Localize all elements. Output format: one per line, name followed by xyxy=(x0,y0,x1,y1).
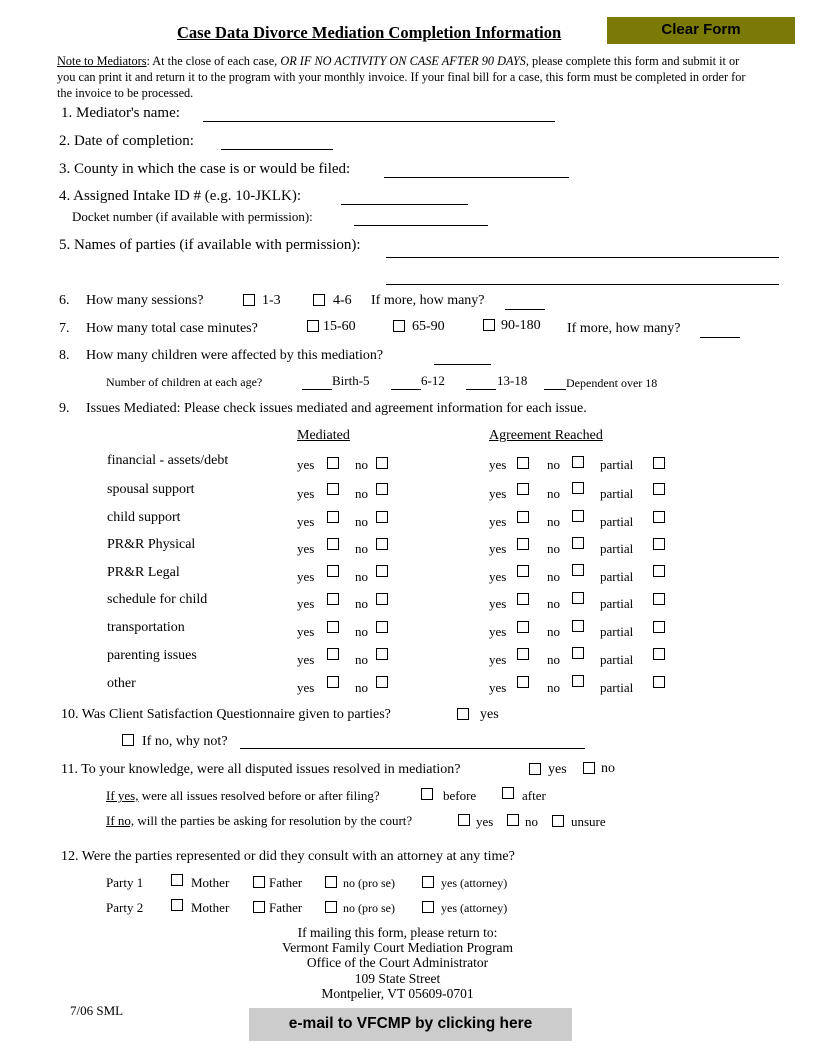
issue-label: financial - assets/debt xyxy=(107,453,229,468)
agreement-yes-label: yes xyxy=(489,514,507,529)
agreement-no-label: no xyxy=(547,652,560,667)
party-1-father-label: Father xyxy=(269,875,303,890)
mediated-column-header: Mediated xyxy=(297,428,350,443)
after-filing-checkbox[interactable] xyxy=(502,787,514,799)
agreement-no-checkbox[interactable] xyxy=(572,675,584,687)
party-2-attorney-label: yes (attorney) xyxy=(441,901,508,915)
agreement-no-label: no xyxy=(547,680,560,695)
agreement-no-checkbox[interactable] xyxy=(572,592,584,604)
agreement-yes-checkbox[interactable] xyxy=(517,511,529,523)
q6-number: 6. xyxy=(59,293,70,308)
court-no-label: no xyxy=(525,814,538,829)
party-1-mother-checkbox[interactable] xyxy=(171,874,183,886)
agreement-partial-checkbox[interactable] xyxy=(653,457,665,469)
agreement-partial-checkbox[interactable] xyxy=(653,538,665,550)
mediated-yes-checkbox[interactable] xyxy=(327,621,339,633)
agreement-yes-checkbox[interactable] xyxy=(517,593,529,605)
agreement-partial-checkbox[interactable] xyxy=(653,483,665,495)
why-not-field[interactable] xyxy=(240,748,585,749)
parties-name-field-2[interactable] xyxy=(386,284,779,285)
agreement-partial-label: partial xyxy=(600,541,634,556)
issue-label: schedule for child xyxy=(107,592,208,607)
agreement-no-checkbox[interactable] xyxy=(572,620,584,632)
if-yes-lead: If yes, xyxy=(106,788,139,803)
mail-intro: If mailing this form, please return to: xyxy=(297,925,498,940)
issue-label: other xyxy=(107,676,136,691)
party-2-attorney-checkbox[interactable] xyxy=(422,901,434,913)
agreement-yes-checkbox[interactable] xyxy=(517,538,529,550)
mediated-yes-label: yes xyxy=(297,569,315,584)
resolved-yes-checkbox[interactable] xyxy=(529,763,541,775)
email-vfcmp-button[interactable]: e-mail to VFCMP by clicking here xyxy=(249,1008,572,1041)
if-no-rest: will the parties be asking for resolution by the court? xyxy=(134,813,413,828)
resolved-yes-label: yes xyxy=(548,762,567,777)
mediated-yes-label: yes xyxy=(297,652,315,667)
agreement-partial-checkbox[interactable] xyxy=(653,511,665,523)
agreement-partial-label: partial xyxy=(600,652,634,667)
mediated-yes-checkbox[interactable] xyxy=(327,483,339,495)
agreement-no-label: no xyxy=(547,514,560,529)
mediated-no-checkbox[interactable] xyxy=(376,457,388,469)
court-yes-checkbox[interactable] xyxy=(458,814,470,826)
birth-5-field[interactable] xyxy=(302,389,332,390)
completion-date-field[interactable] xyxy=(221,149,333,150)
minutes-15-60-label: 15-60 xyxy=(323,319,356,334)
q7-label: How many total case minutes? xyxy=(86,321,258,336)
mediated-no-checkbox[interactable] xyxy=(376,676,388,688)
agreement-yes-checkbox[interactable] xyxy=(517,648,529,660)
children-ages-label: Number of children at each age? xyxy=(106,375,263,389)
age-6-12-field[interactable] xyxy=(391,389,421,390)
mediated-no-label: no xyxy=(355,624,368,639)
agreement-partial-checkbox[interactable] xyxy=(653,621,665,633)
mediated-no-checkbox[interactable] xyxy=(376,593,388,605)
agreement-partial-label: partial xyxy=(600,457,634,472)
minutes-65-90-checkbox[interactable] xyxy=(393,320,405,332)
agreement-column-header: Agreement Reached xyxy=(489,428,603,443)
mediated-no-label: no xyxy=(355,680,368,695)
version-label: 7/06 SML xyxy=(70,1003,124,1018)
mediated-yes-checkbox[interactable] xyxy=(327,593,339,605)
agreement-partial-label: partial xyxy=(600,569,634,584)
sessions-more-field[interactable] xyxy=(505,309,545,310)
q7-number: 7. xyxy=(59,321,70,336)
q8-label: How many children were affected by this mediation? xyxy=(86,348,384,363)
mediated-no-label: no xyxy=(355,569,368,584)
mediated-yes-label: yes xyxy=(297,514,315,529)
mail-city: Montpelier, VT 05609-0701 xyxy=(321,985,474,1001)
age-13-18-label: 13-18 xyxy=(497,373,528,388)
minutes-65-90-label: 65-90 xyxy=(412,319,445,334)
mediated-yes-label: yes xyxy=(297,486,315,501)
agreement-partial-label: partial xyxy=(600,624,634,639)
agreement-partial-label: partial xyxy=(600,514,634,529)
q5-label: 5. Names of parties (if available with permission): xyxy=(59,237,361,253)
issue-label: PR&R Legal xyxy=(107,565,180,580)
note-lead: Note to Mediators xyxy=(57,54,147,68)
party-1-attorney-checkbox[interactable] xyxy=(422,876,434,888)
mediated-no-checkbox[interactable] xyxy=(376,511,388,523)
agreement-partial-label: partial xyxy=(600,486,634,501)
party-1-mother-label: Mother xyxy=(191,875,230,890)
before-filing-label: before xyxy=(443,788,477,803)
minutes-15-60-checkbox[interactable] xyxy=(307,320,319,332)
agreement-yes-checkbox[interactable] xyxy=(517,565,529,577)
party-1-attorney-label: yes (attorney) xyxy=(441,876,508,890)
issue-label: transportation xyxy=(107,620,185,635)
questionnaire-yes-label: yes xyxy=(480,707,499,722)
q8-number: 8. xyxy=(59,348,70,363)
agreement-yes-label: yes xyxy=(489,569,507,584)
minutes-90-180-checkbox[interactable] xyxy=(483,319,495,331)
age-6-12-label: 6-12 xyxy=(421,373,445,388)
note-text-1: : At the close of each case, xyxy=(146,54,281,68)
mediated-no-checkbox[interactable] xyxy=(376,565,388,577)
resolved-no-checkbox[interactable] xyxy=(583,762,595,774)
age-dependent-label: Dependent over 18 xyxy=(566,376,658,390)
q12-label: 12. Were the parties represented or did they consult with an attorney at any time? xyxy=(61,849,515,864)
questionnaire-no-checkbox[interactable] xyxy=(122,734,134,746)
q2-label: 2. Date of completion: xyxy=(59,133,194,149)
party-2-label: Party 2 xyxy=(106,900,144,915)
docket-number-field[interactable] xyxy=(354,225,488,226)
agreement-partial-label: partial xyxy=(600,596,634,611)
mediated-yes-checkbox[interactable] xyxy=(327,676,339,688)
q11-label: 11. To your knowledge, were all disputed issues resolved in mediation? xyxy=(61,762,461,777)
agreement-yes-label: yes xyxy=(489,652,507,667)
age-13-18-field[interactable] xyxy=(466,389,496,390)
mediated-yes-checkbox[interactable] xyxy=(327,457,339,469)
agreement-partial-checkbox[interactable] xyxy=(653,676,665,688)
court-no-checkbox[interactable] xyxy=(507,814,519,826)
mediated-no-checkbox[interactable] xyxy=(376,483,388,495)
mediated-yes-label: yes xyxy=(297,680,315,695)
minutes-more-label: If more, how many? xyxy=(567,321,681,336)
party-1-label: Party 1 xyxy=(106,875,144,890)
party-2-pro-se-checkbox[interactable] xyxy=(325,901,337,913)
if-no-question xyxy=(106,814,412,827)
mediated-yes-label: yes xyxy=(297,541,315,556)
questionnaire-yes-checkbox[interactable] xyxy=(457,708,469,720)
court-unsure-label: unsure xyxy=(571,814,606,829)
party-2-pro-se-label: no (pro se) xyxy=(343,901,395,915)
resolved-no-label: no xyxy=(601,761,615,776)
mailing-address xyxy=(200,925,595,1001)
agreement-partial-checkbox[interactable] xyxy=(653,648,665,660)
mediated-no-label: no xyxy=(355,541,368,556)
agreement-no-checkbox[interactable] xyxy=(572,456,584,468)
agreement-no-label: no xyxy=(547,596,560,611)
mediated-no-label: no xyxy=(355,514,368,529)
court-yes-label: yes xyxy=(476,814,494,829)
agreement-yes-checkbox[interactable] xyxy=(517,676,529,688)
agreement-no-label: no xyxy=(547,624,560,639)
q9-label: Issues Mediated: Please check issues mediated and agreement information for each issue. xyxy=(86,401,587,416)
agreement-no-checkbox[interactable] xyxy=(572,564,584,576)
court-unsure-checkbox[interactable] xyxy=(552,815,564,827)
clear-form-button[interactable]: Clear Form xyxy=(607,17,795,44)
agreement-yes-label: yes xyxy=(489,596,507,611)
mediated-no-label: no xyxy=(355,652,368,667)
agreement-no-checkbox[interactable] xyxy=(572,482,584,494)
agreement-no-label: no xyxy=(547,569,560,584)
mail-street: 109 State Street xyxy=(354,970,441,986)
agreement-yes-label: yes xyxy=(489,486,507,501)
minutes-more-field[interactable] xyxy=(700,337,740,338)
q10-label: 10. Was Client Satisfaction Questionnaire given to parties? xyxy=(61,707,391,722)
agreement-yes-label: yes xyxy=(489,457,507,472)
mediated-yes-checkbox[interactable] xyxy=(327,511,339,523)
mediated-yes-checkbox[interactable] xyxy=(327,538,339,550)
mediated-no-checkbox[interactable] xyxy=(376,538,388,550)
party-2-father-checkbox[interactable] xyxy=(253,901,265,913)
mediated-yes-label: yes xyxy=(297,457,315,472)
q6-label: How many sessions? xyxy=(86,293,204,308)
q9-number: 9. xyxy=(59,401,70,416)
party-1-father-checkbox[interactable] xyxy=(253,876,265,888)
q1-label: 1. Mediator's name: xyxy=(61,105,180,121)
sessions-1-3-label: 1-3 xyxy=(262,293,281,308)
agreement-yes-checkbox[interactable] xyxy=(517,621,529,633)
agreement-yes-label: yes xyxy=(489,624,507,639)
before-filing-checkbox[interactable] xyxy=(421,788,433,800)
agreement-partial-checkbox[interactable] xyxy=(653,565,665,577)
agreement-no-checkbox[interactable] xyxy=(572,510,584,522)
sessions-more-label: If more, how many? xyxy=(371,293,485,308)
dependent-over-18-field[interactable] xyxy=(544,389,566,390)
sessions-4-6-checkbox[interactable] xyxy=(313,294,325,306)
if-no-lead: If no, xyxy=(106,813,135,828)
age-birth-5-label: Birth-5 xyxy=(332,373,370,388)
q3-label: 3. County in which the case is or would be filed: xyxy=(59,161,351,177)
issue-label: parenting issues xyxy=(107,648,197,663)
party-2-mother-checkbox[interactable] xyxy=(171,899,183,911)
agreement-partial-checkbox[interactable] xyxy=(653,593,665,605)
party-2-father-label: Father xyxy=(269,900,303,915)
county-field[interactable] xyxy=(384,177,569,178)
agreement-no-label: no xyxy=(547,486,560,501)
issue-label: child support xyxy=(107,510,181,525)
agreement-no-checkbox[interactable] xyxy=(572,537,584,549)
sessions-4-6-label: 4-6 xyxy=(333,293,352,308)
mail-org: Vermont Family Court Mediation Program xyxy=(282,940,513,956)
agreement-no-label: no xyxy=(547,457,560,472)
mediated-no-checkbox[interactable] xyxy=(376,648,388,660)
mediated-no-label: no xyxy=(355,486,368,501)
page-title: Case Data Divorce Mediation Completion Information xyxy=(177,23,562,42)
mediated-yes-label: yes xyxy=(297,624,315,639)
agreement-yes-checkbox[interactable] xyxy=(517,483,529,495)
note-text-2: please complete this form and submit it or you can print it and return it to the program with your monthly invoice. If your final bill for a case, this form must be completed in order for the invoice to be processed. xyxy=(57,54,746,101)
minutes-90-180-label: 90-180 xyxy=(501,318,541,333)
mediator-name-field[interactable] xyxy=(203,121,555,122)
mediated-no-checkbox[interactable] xyxy=(376,621,388,633)
agreement-no-label: no xyxy=(547,541,560,556)
q4-label: 4. Assigned Intake ID # (e.g. 10-JKLK): xyxy=(59,188,302,204)
if-yes-rest: were all issues resolved before or after filing? xyxy=(138,788,380,803)
agreement-yes-label: yes xyxy=(489,541,507,556)
issue-label: PR&R Physical xyxy=(107,537,196,552)
agreement-yes-label: yes xyxy=(489,680,507,695)
mediated-yes-label: yes xyxy=(297,596,315,611)
why-not-label: If no, why not? xyxy=(142,734,228,749)
agreement-yes-checkbox[interactable] xyxy=(517,457,529,469)
party-1-pro-se-label: no (pro se) xyxy=(343,876,395,890)
sessions-1-3-checkbox[interactable] xyxy=(243,294,255,306)
if-yes-question xyxy=(106,789,380,802)
issue-label: spousal support xyxy=(107,482,195,497)
children-count-field[interactable] xyxy=(434,364,491,365)
mail-office: Office of the Court Administrator xyxy=(306,955,489,971)
mediated-no-label: no xyxy=(355,457,368,472)
q4-docket-label: Docket number (if available with permission): xyxy=(72,209,313,224)
party-1-pro-se-checkbox[interactable] xyxy=(325,876,337,888)
parties-name-field-1[interactable] xyxy=(386,257,779,258)
agreement-partial-label: partial xyxy=(600,680,634,695)
agreement-no-checkbox[interactable] xyxy=(572,647,584,659)
note-emphasis: OR IF NO ACTIVITY ON CASE AFTER 90 DAYS, xyxy=(280,54,529,68)
mediated-yes-checkbox[interactable] xyxy=(327,565,339,577)
mediated-yes-checkbox[interactable] xyxy=(327,648,339,660)
note-to-mediators xyxy=(57,53,757,102)
intake-id-field[interactable] xyxy=(341,204,468,205)
after-filing-label: after xyxy=(522,788,546,803)
party-2-mother-label: Mother xyxy=(191,900,230,915)
mediated-no-label: no xyxy=(355,596,368,611)
